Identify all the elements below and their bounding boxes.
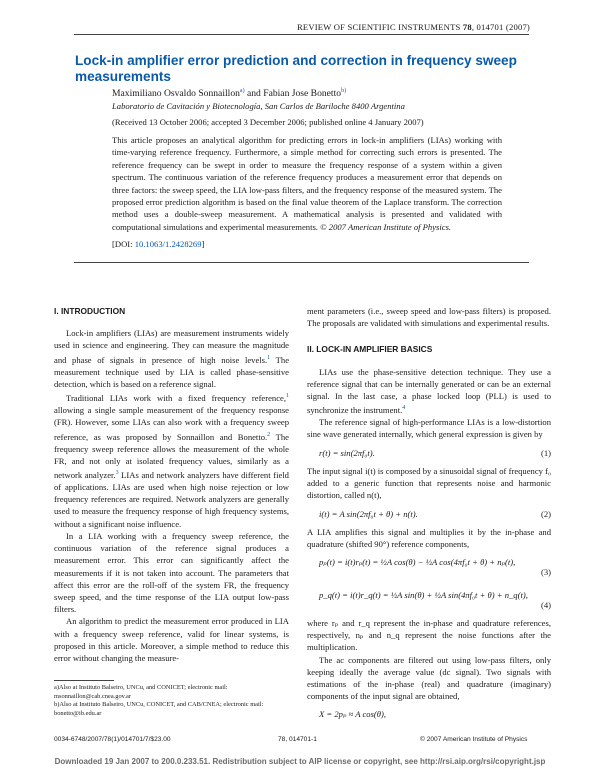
intro-paragraph-4: An algorithm to predict the measurement error produced in LIA with a frequency sweep reference, valid for linear systems, is proposed in this article. Moreover, a simple method to reduce this error without changing the measure- — [54, 616, 289, 663]
doi-suffix: ] — [201, 239, 205, 249]
download-notice: Downloaded 19 Jan 2007 to 200.0.233.51. Redistribution subject to AIP license or copyright, see http://rsi.aip.org/rsi/copyright.jsp — [54, 757, 546, 766]
lia-paragraph-5: where rₚ and r_q represent the in-phase and quadrature references, respectively, nₚ and n_q represent the noise functions after the multiplication. — [307, 617, 551, 653]
lia-paragraph-1 — [307, 366, 551, 417]
intro-p2-text-c: The frequency sweep reference allows the measurement of the whole FR, and not only at isolated frequency values, similarly as a network analyzer. — [54, 431, 289, 480]
intro-p1-text-cont: The measurement technique used by LIA is called phase-sensitive detection, which is based on a reference signal. — [54, 354, 290, 389]
column-left — [54, 305, 289, 664]
footnote-rule — [54, 680, 114, 681]
footer-page: 78, 014701-1 — [278, 736, 317, 743]
doi-link[interactable]: 10.1063/1.2428269 — [134, 239, 202, 249]
intro-p1-text: Lock-in amplifiers (LIAs) are measurement instruments widely used in science and engineering. They can measure the magnitude and phase of signals in presence of high noise levels. — [54, 328, 289, 365]
intro-p2-text-d: LIAs and network analyzers have different field of applications. LIAs are used when high noise rejection or low frequency references are required. Network analyzers are generally used to measure the frequency response of high frequency systems, without a significant noise influence. — [54, 469, 289, 529]
affiliation: Laboratorio de Cavitación y Biotecnología, San Carlos de Bariloche 8400 Argentina — [112, 101, 405, 111]
author-1-footnote-link[interactable]: a) — [239, 88, 245, 94]
equation-5-body: X = 2pₚ ≈ A cos(θ), — [319, 709, 387, 720]
lia-paragraph-4: A LIA amplifies this signal and multiplies it by the in-phase and quadrature (shifted 90°) reference components, — [307, 526, 551, 549]
equation-1 — [319, 447, 551, 459]
doi — [112, 239, 204, 249]
intro-paragraph-3: In a LIA working with a frequency sweep reference, the continuous variation of the reference signal produces a measurement error. This error can significantly affect the measurements if it is not taken into account. The parameters that affect this error are the roll-off of the system FR, the frequency sweep speed, and the time response of the LIA output low-pass filters. — [54, 530, 289, 615]
equation-3-body: pₚ(t) = i(t)rₚ(t) = ½A cos(θ) − ½A cos(4πf₀t + θ) + nₚ(t), — [319, 557, 516, 568]
equation-2-number: (2) — [540, 508, 551, 519]
lia-p1-text: LIAs use the phase-sensitive detection technique. They use a reference signal that can be internally generated or can be an external signal. In the last case, a phase locked loop (PLL) is used to synchronize the instrument. — [307, 366, 551, 416]
section-heading-lia-basics: II. LOCK-IN AMPLIFIER BASICS — [307, 344, 433, 355]
ref-link[interactable]: 2 — [267, 431, 271, 438]
intro-paragraph-1 — [54, 327, 289, 390]
intro-paragraph-2 — [54, 390, 289, 530]
intro-p2-text-b: allowing a single sample measurement of the frequency response (FR). However, some LIAs can also work with a frequency sweep reference, as was proposed by Sonnaillon and Bonetto. — [54, 405, 289, 442]
equation-5 — [319, 708, 551, 720]
author-joiner: and — [244, 88, 264, 100]
author-2-footnote-link[interactable]: b) — [341, 88, 347, 94]
author-1: Maximiliano Osvaldo Sonnaillon — [112, 88, 240, 100]
abstract — [112, 134, 502, 233]
lia-paragraph-3: The input signal i(t) is composed by a sinusoidal signal of frequency f₀ added to a generic function that represents noise and harmonic distortion, called n(t), — [307, 465, 551, 501]
abstract-copyright: © 2007 American Institute of Physics. — [320, 221, 452, 232]
journal-name: REVIEW OF SCIENTIFIC INSTRUMENTS — [296, 22, 463, 32]
journal-header — [297, 22, 530, 32]
intro-p2-text: Traditional LIAs work with a fixed frequency reference, — [66, 392, 286, 403]
equation-1-body: r(t) = sin(2πf₀t). — [319, 447, 375, 458]
abstract-text: This article proposes an analytical algorithm for predicting errors in lock-in amplifiers (LIAs) working with time-varying reference frequency. Furthermore, a simple method for correcting such errors is presented. The reference frequency can be swept in order to measure the frequency response of a system within a given spectrum. The continuous variation of the reference frequency produces a measurement error that depends on three factors: the sweep speed, the LIA low-pass filters, and the frequency response of the measured system. The proposed error prediction algorithm is based on the final value theorem of the Laplace transform. The correction method uses a double-sweep measurement. A mathematical analysis is presented and validated with computational simulations and experimental measurements. — [112, 135, 502, 232]
ref-link[interactable]: 3 — [115, 470, 119, 477]
equation-2-body: i(t) = A sin(2πf₀t + θ) + n(t). — [319, 508, 418, 519]
journal-issue: , 014701 (2007) — [471, 22, 530, 32]
footnote-b: b)Also at Instituto Balseiro, UNCu, CONICET, and CAB/CNEA; electronic mail: bonetto@ib.edu.ar — [54, 701, 264, 717]
equation-1-number: (1) — [540, 447, 551, 458]
ref-link[interactable]: 1 — [286, 393, 289, 400]
footnote-a: a)Also at Instituto Balseiro, UNCu, and CONICET; electronic mail: msonnaillon@cab.cnea.gov.ar — [54, 684, 228, 700]
section-heading-introduction: I. INTRODUCTION — [54, 306, 126, 316]
equation-4 — [319, 589, 551, 601]
journal-volume: 78 — [462, 22, 472, 32]
header-rule — [74, 34, 529, 35]
paper-title: Lock-in amplifier error prediction and correction in frequency sweep measurements — [75, 53, 517, 84]
lia-paragraph-2: The reference signal of high-performance LIAs is a low-distortion sine wave generated internally, which general expression is given by — [307, 417, 551, 440]
footer-copyright: © 2007 American Institute of Physics — [420, 736, 528, 743]
author-2: Fabian Jose Bonetto — [263, 88, 342, 100]
footnotes — [54, 684, 289, 718]
doi-prefix: [DOI: — [112, 239, 135, 249]
footer-issn: 0034-6748/2007/78(1)/014701/7/$23.00 — [54, 736, 171, 743]
intro-continuation: ment parameters (i.e., sweep speed and low-pass filters) is proposed. The proposals are validated with simulations and experimental results. — [307, 306, 551, 329]
ref-link[interactable]: 1 — [267, 354, 271, 361]
equation-3-number: (3) — [540, 567, 551, 578]
column-right — [307, 305, 551, 727]
publication-dates: (Received 13 October 2006; accepted 3 December 2006; published online 4 January 2007) — [112, 117, 424, 127]
authors — [112, 88, 346, 99]
abstract-rule — [74, 262, 529, 263]
lia-paragraph-6: The ac components are filtered out using low-pass filters, only keeping ideally the average value (dc signal). Two signals with estimations of the in-phase (real) and quadrature (imaginary) components of the input signal are obtained, — [307, 654, 551, 702]
equation-4-body: p_q(t) = i(t)r_q(t) = ½A sin(θ) + ½A sin(4πf₀t + θ) + n_q(t), — [319, 589, 528, 600]
equation-2 — [319, 508, 551, 520]
ref-link[interactable]: 4 — [402, 405, 406, 412]
equation-4-number: (4) — [540, 599, 551, 610]
